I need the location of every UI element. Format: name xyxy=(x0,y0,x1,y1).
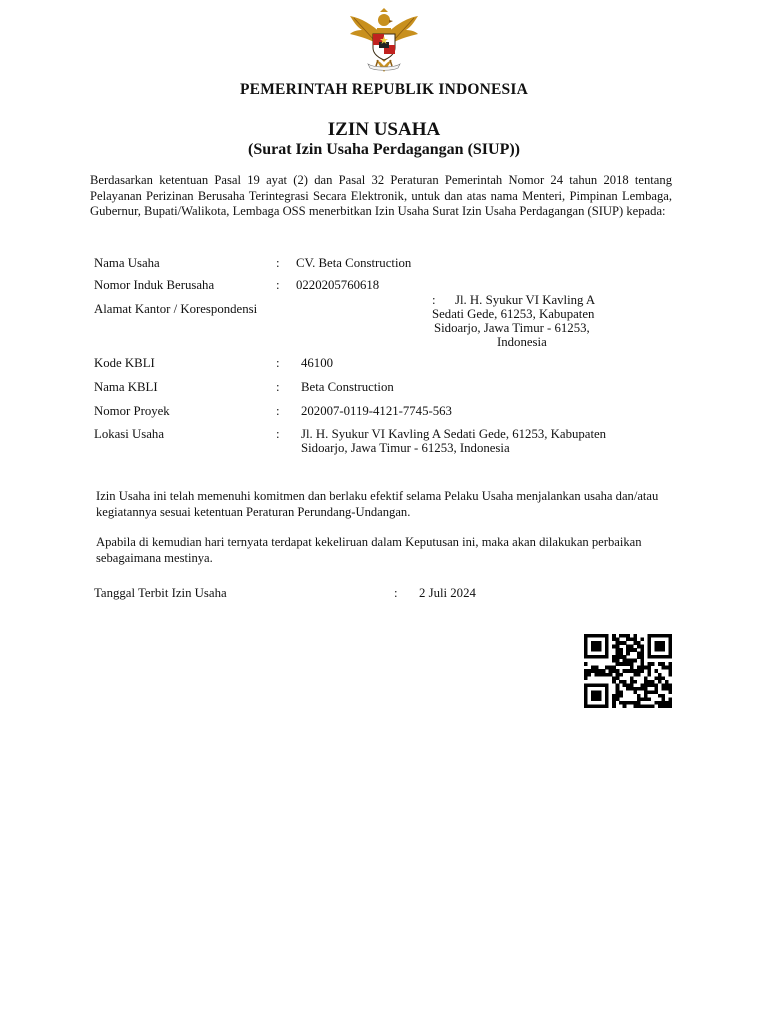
field-value-nama-kbli: Beta Construction xyxy=(301,380,394,394)
intro-paragraph: Berdasarkan ketentuan Pasal 19 ayat (2) dan Pasal 32 Peraturan Pemerintah Nomor 24 tahun 2018 tentang Pelayanan Perizinan Berusaha Terintegrasi Secara Elektronik, untuk dan atas nama Menteri, Pimpinan Lembaga, Gubernur, Bupati/Walikota, Lembaga OSS menerbitkan Izin Usaha Surat Izin Usaha Perdagangan (SIUP) kepada: xyxy=(90,173,672,218)
field-separator: : xyxy=(276,427,280,441)
field-separator: : xyxy=(432,293,436,307)
government-title: PEMERINTAH REPUBLIK INDONESIA xyxy=(240,81,528,98)
field-value-nama-usaha: CV. Beta Construction xyxy=(296,256,412,270)
document-title: IZIN USAHA xyxy=(327,119,441,140)
field-value-lokasi-line: Sidoarjo, Jawa Timur - 61253, Indonesia xyxy=(301,441,510,455)
field-label-nama-kbli: Nama KBLI xyxy=(94,380,158,394)
qr-code-icon xyxy=(584,634,672,708)
field-separator: : xyxy=(276,380,280,394)
field-label-nib: Nomor Induk Berusaha xyxy=(94,278,215,292)
field-value-nomor-proyek: 202007-0119-4121-7745-563 xyxy=(301,404,452,418)
field-separator: : xyxy=(276,404,280,418)
document-subtitle: (Surat Izin Usaha Perdagangan (SIUP)) xyxy=(247,141,520,158)
field-value-alamat-line: Sidoarjo, Jawa Timur - 61253, xyxy=(434,321,590,335)
field-value-alamat-line: Indonesia xyxy=(497,335,547,349)
issue-date-value: 2 Juli 2024 xyxy=(419,586,476,600)
field-label-nama-usaha: Nama Usaha xyxy=(94,256,160,270)
field-label-kode-kbli: Kode KBLI xyxy=(94,356,155,370)
field-value-kode-kbli: 46100 xyxy=(301,356,333,370)
field-separator: : xyxy=(394,586,398,600)
field-separator: : xyxy=(276,356,280,370)
field-value-lokasi-line: Jl. H. Syukur VI Kavling A Sedati Gede, 61253, Kabupaten xyxy=(301,427,607,441)
garuda-emblem-icon xyxy=(344,6,424,74)
field-label-lokasi-usaha: Lokasi Usaha xyxy=(94,427,165,441)
field-separator: : xyxy=(276,278,280,292)
field-separator: : xyxy=(276,256,280,270)
field-label-nomor-proyek: Nomor Proyek xyxy=(94,404,170,418)
correction-statement: Apabila di kemudian hari ternyata terdapat kekeliruan dalam Keputusan ini, maka akan dilakukan perbaikan sebagaimana mestinya. xyxy=(96,535,642,565)
field-value-alamat-line: Jl. H. Syukur VI Kavling A xyxy=(455,293,596,307)
field-value-nib: 0220205760618 xyxy=(296,278,380,292)
validity-statement: Izin Usaha ini telah memenuhi komitmen dan berlaku efektif selama Pelaku Usaha menjalankan usaha dan/atau kegiatannya sesuai ketentuan Peraturan Perundang-Undangan. xyxy=(96,489,659,519)
field-value-alamat-line: Sedati Gede, 61253, Kabupaten xyxy=(432,307,595,321)
issue-date-label: Tanggal Terbit Izin Usaha xyxy=(94,586,227,600)
field-label-alamat: Alamat Kantor / Korespondensi xyxy=(94,302,258,316)
